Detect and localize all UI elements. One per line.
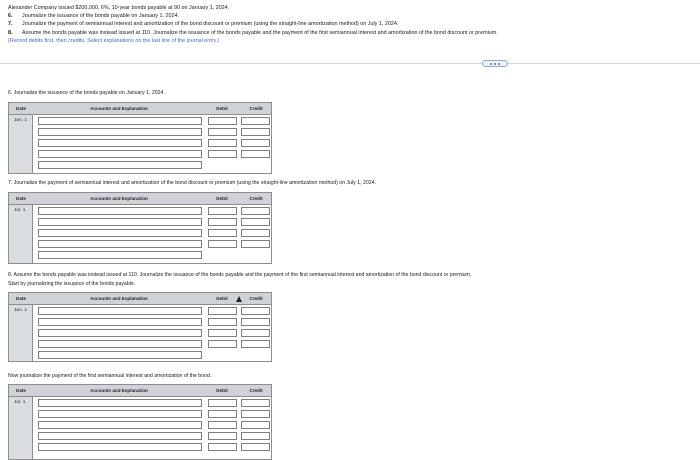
credit-header: Credit	[249, 388, 263, 393]
journal-table-header	[9, 193, 271, 205]
section-8-now-instruction: Now journalize the payment of the first semiannual interest and amortization of the bond.	[8, 373, 212, 379]
section-6-prompt: 6. Journalize the issuance of the bonds payable on January 1, 2024.	[8, 90, 165, 96]
credit-input[interactable]	[241, 443, 270, 451]
debit-input[interactable]	[208, 139, 237, 147]
question-7: 7. Journalize the payment of semiannual interest and amortization of the bond discount or premium (using the straight-line amortization method) on July 1, 2024.	[8, 21, 399, 28]
date-header: Date	[16, 196, 26, 201]
explanation-input[interactable]	[38, 161, 202, 169]
credit-input[interactable]	[241, 329, 270, 337]
dot-icon	[494, 63, 496, 65]
debit-input[interactable]	[208, 207, 237, 215]
date-column	[9, 397, 33, 459]
debit-header: Debit	[216, 296, 228, 301]
credit-input[interactable]	[241, 207, 270, 215]
debit-input[interactable]	[208, 218, 237, 226]
problem-intro: Alexander Company issued $200,000, 6%, 10-year bonds payable at 90 on January 1, 2024.	[8, 5, 230, 11]
account-input[interactable]	[38, 340, 202, 348]
debit-input[interactable]	[208, 443, 237, 451]
section-7-prompt: 7. Journalize the payment of semiannual interest and amortization of the bond discount or premium (using the straight-line amortization method) on July 1, 2024.	[8, 180, 376, 186]
credit-header: Credit	[249, 296, 263, 301]
account-input[interactable]	[38, 432, 202, 440]
account-input[interactable]	[38, 307, 202, 315]
question-6: 6. Journalize the issuance of the bonds payable on January 1, 2024.	[8, 13, 180, 20]
account-input[interactable]	[38, 229, 202, 237]
date-column	[9, 115, 33, 173]
credit-header: Credit	[249, 196, 263, 201]
debit-input[interactable]	[208, 117, 237, 125]
instruction-note: (Record debits first, then credits. Select explanations on the last line of the journal entry.)	[8, 37, 220, 44]
journal-table-header	[9, 385, 271, 397]
account-input[interactable]	[38, 139, 202, 147]
journal-table-7	[8, 192, 272, 264]
date-column	[9, 305, 33, 361]
debit-input[interactable]	[208, 340, 237, 348]
problem-statement	[8, 4, 692, 45]
debit-input[interactable]	[208, 421, 237, 429]
accounts-header: Accounts and Explanation	[90, 388, 148, 393]
journal-table-8b	[8, 384, 272, 460]
section-8-prompt: 8. Assume the bonds payable was instead issued at 110. Journalize the issuance of the bonds payable and the payment of the first semiannual interest and amortization of the bond discount or premium.	[8, 272, 472, 278]
debit-header: Debit	[216, 196, 228, 201]
date-column	[9, 205, 33, 263]
explanation-input[interactable]	[38, 251, 202, 259]
account-input[interactable]	[38, 421, 202, 429]
date-cell: Jan. 1	[14, 308, 28, 313]
debit-input[interactable]	[208, 307, 237, 315]
journal-table-8a	[8, 292, 272, 362]
dot-icon	[498, 63, 500, 65]
journal-table-header	[9, 293, 271, 305]
dot-icon	[490, 63, 492, 65]
credit-input[interactable]	[241, 139, 270, 147]
debit-header: Debit	[216, 388, 228, 393]
debit-header: Debit	[216, 106, 228, 111]
account-input[interactable]	[38, 318, 202, 326]
credit-input[interactable]	[241, 340, 270, 348]
expand-more-button[interactable]	[482, 60, 508, 67]
accounts-header: Accounts and Explanation	[90, 196, 148, 201]
credit-input[interactable]	[241, 421, 270, 429]
debit-input[interactable]	[208, 399, 237, 407]
section-8-start-instruction: Start by journalizing the issuance of the bonds payable.	[8, 281, 136, 287]
account-input[interactable]	[38, 150, 202, 158]
debit-input[interactable]	[208, 318, 237, 326]
debit-input[interactable]	[208, 240, 237, 248]
account-input[interactable]	[38, 207, 202, 215]
credit-input[interactable]	[241, 307, 270, 315]
date-header: Date	[16, 296, 26, 301]
date-header: Date	[16, 388, 26, 393]
accounts-header: Accounts and Explanation	[90, 296, 148, 301]
credit-input[interactable]	[241, 240, 270, 248]
credit-input[interactable]	[241, 218, 270, 226]
debit-input[interactable]	[208, 128, 237, 136]
credit-header: Credit	[249, 106, 263, 111]
debit-input[interactable]	[208, 432, 237, 440]
accounts-header: Accounts and Explanation	[90, 106, 148, 111]
explanation-input[interactable]	[38, 351, 202, 359]
question-8: 8. Assume the bonds payable was instead issued at 110. Journalize the issuance of the bonds payable and the payment of the first semiannual interest and amortization of the bond discount or premium.	[8, 29, 498, 36]
debit-input[interactable]	[208, 150, 237, 158]
debit-input[interactable]	[208, 229, 237, 237]
credit-input[interactable]	[241, 318, 270, 326]
journal-table-6	[8, 102, 272, 174]
account-input[interactable]	[38, 410, 202, 418]
date-header: Date	[16, 106, 26, 111]
credit-input[interactable]	[241, 150, 270, 158]
section-divider	[0, 63, 700, 64]
credit-input[interactable]	[241, 410, 270, 418]
date-cell: Jul. 1	[14, 208, 26, 213]
account-input[interactable]	[38, 117, 202, 125]
credit-input[interactable]	[241, 399, 270, 407]
journal-table-header	[9, 103, 271, 115]
date-cell: Jul. 1	[14, 400, 26, 405]
date-cell: Jan. 1	[14, 118, 28, 123]
credit-input[interactable]	[241, 117, 270, 125]
account-input[interactable]	[38, 240, 202, 248]
account-input[interactable]	[38, 329, 202, 337]
debit-input[interactable]	[208, 410, 237, 418]
mouse-pointer-icon	[236, 296, 242, 302]
account-input[interactable]	[38, 218, 202, 226]
credit-input[interactable]	[241, 229, 270, 237]
credit-input[interactable]	[241, 128, 270, 136]
debit-input[interactable]	[208, 329, 237, 337]
credit-input[interactable]	[241, 432, 270, 440]
account-input[interactable]	[38, 128, 202, 136]
account-input[interactable]	[38, 443, 202, 451]
account-input[interactable]	[38, 399, 202, 407]
